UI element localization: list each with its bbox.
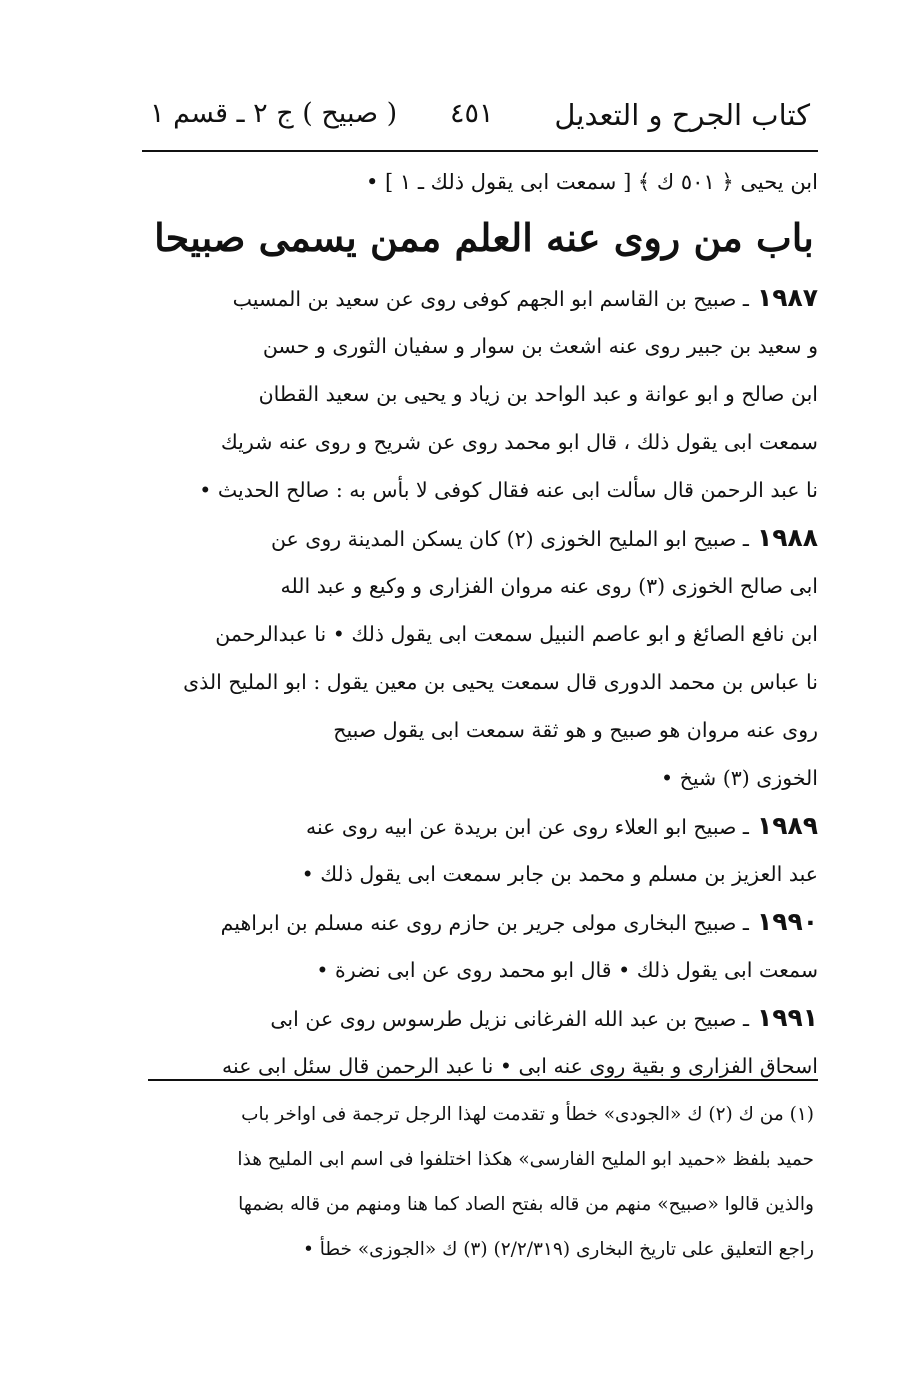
- page-number: ٤٥١: [450, 98, 494, 129]
- footnote-rule: [148, 1079, 818, 1081]
- entry-text: ـ صبيح بن القاسم ابو الجهم كوفى روى عن سعيد بن المسيب: [232, 287, 749, 311]
- header-rule: [142, 150, 818, 152]
- entry-line: ابى صالح الخوزى (٣) روى عنه مروان الفزارى و وكيع و عبد الله: [280, 574, 818, 598]
- footnote-line: (١) من ك (٢) ك «الجودى» خطأ و تقدمت لهذا الرجل ترجمة فى اواخر باب: [241, 1104, 814, 1125]
- entry-line: عبد العزيز بن مسلم و محمد بن جابر سمعت ابى يقول ذلك •: [301, 862, 818, 886]
- entry-number: ١٩٨٩: [756, 811, 818, 840]
- entry-1989: [150, 802, 818, 898]
- entry-line: روى عنه مروان هو صبيح و هو ثقة سمعت ابى يقول صبيح: [333, 718, 818, 742]
- entry-number: ١٩٨٨: [756, 523, 818, 552]
- entry-line: اسحاق الفزارى و بقية روى عنه ابى • نا عبد الرحمن قال سئل ابى عنه: [222, 1054, 818, 1078]
- footnote-line: والذين قالوا «صبيح» منهم من قاله بفتح الصاد كما هنا ومنهم من قاله بضمها: [238, 1194, 814, 1215]
- entry-line: [150, 898, 818, 946]
- entry-line: [150, 514, 818, 562]
- entry-line: و سعيد بن جبير روى عنه اشعث بن سوار و سفيان الثورى و حسن: [262, 334, 818, 358]
- entry-line: [150, 802, 818, 850]
- section-label: ( صبيح ) ج ٢ ـ قسم ١: [150, 98, 398, 129]
- entry-1987: [150, 274, 818, 514]
- footnote-line: حميد بلفظ «حميد ابو المليح الفارسى» هكذا اختلفوا فى اسم ابى المليح هذا: [237, 1149, 814, 1170]
- entry-line: ابن نافع الصائغ و ابو عاصم النبيل سمعت ابى يقول ذلك • نا عبدالرحمن: [215, 622, 818, 646]
- entry-text: ـ صبيح البخارى مولى جرير بن حازم روى عنه مسلم بن ابراهيم: [220, 911, 749, 935]
- entry-text: ـ صبيح ابو المليح الخوزى (٢) كان يسكن المدينة روى عن: [270, 527, 749, 551]
- entry-text: ـ صبيح ابو العلاء روى عن ابن بريدة عن ابيه روى عنه: [305, 815, 749, 839]
- entry-line: [150, 274, 818, 322]
- body-text: [150, 162, 818, 1090]
- running-header: [150, 98, 810, 148]
- entry-1990: [150, 898, 818, 994]
- entry-line: ابن صالح و ابو عوانة و عبد الواحد بن زياد و يحيى بن سعيد القطان: [258, 382, 818, 406]
- entry-number: ١٩٩٠: [756, 907, 818, 936]
- entry-text: ـ صبيح بن عبد الله الفرغانى نزيل طرسوس روى عن ابى: [270, 1007, 749, 1031]
- entry-line: نا عبد الرحمن قال سألت ابى عنه فقال كوفى لا بأس به : صالح الحديث •: [199, 478, 818, 502]
- footnotes: [150, 1092, 814, 1272]
- carryover-line: ابن يحيى ﴿ ٥٠١ ك ﴾ [ سمعت ابى يقول ذلك ـ ١ ] •: [365, 170, 818, 194]
- entry-number: ١٩٩١: [756, 1003, 818, 1032]
- footnote-line: راجع التعليق على تاريخ البخارى (٢/٢/٣١٩) (٣) ك «الجوزى» خطأ •: [302, 1239, 814, 1260]
- entry-line: الخوزى (٣) شيخ •: [661, 766, 818, 790]
- entry-line: نا عباس بن محمد الدورى قال سمعت يحيى بن معين يقول : ابو المليح الذى: [183, 670, 818, 694]
- entry-line: [150, 994, 818, 1042]
- entry-number: ١٩٨٧: [756, 283, 818, 312]
- entry-1988: [150, 514, 818, 802]
- entry-line: سمعت ابى يقول ذلك • قال ابو محمد روى عن ابى نضرة •: [316, 958, 818, 982]
- entry-line: سمعت ابى يقول ذلك ، قال ابو محمد روى عن شريح و روى عنه شريك: [220, 430, 818, 454]
- entry-1991: [150, 994, 818, 1090]
- book-title: كتاب الجرح و التعديل: [554, 98, 810, 132]
- chapter-heading: باب من روى عنه العلم ممن يسمى صبيحا: [154, 215, 814, 260]
